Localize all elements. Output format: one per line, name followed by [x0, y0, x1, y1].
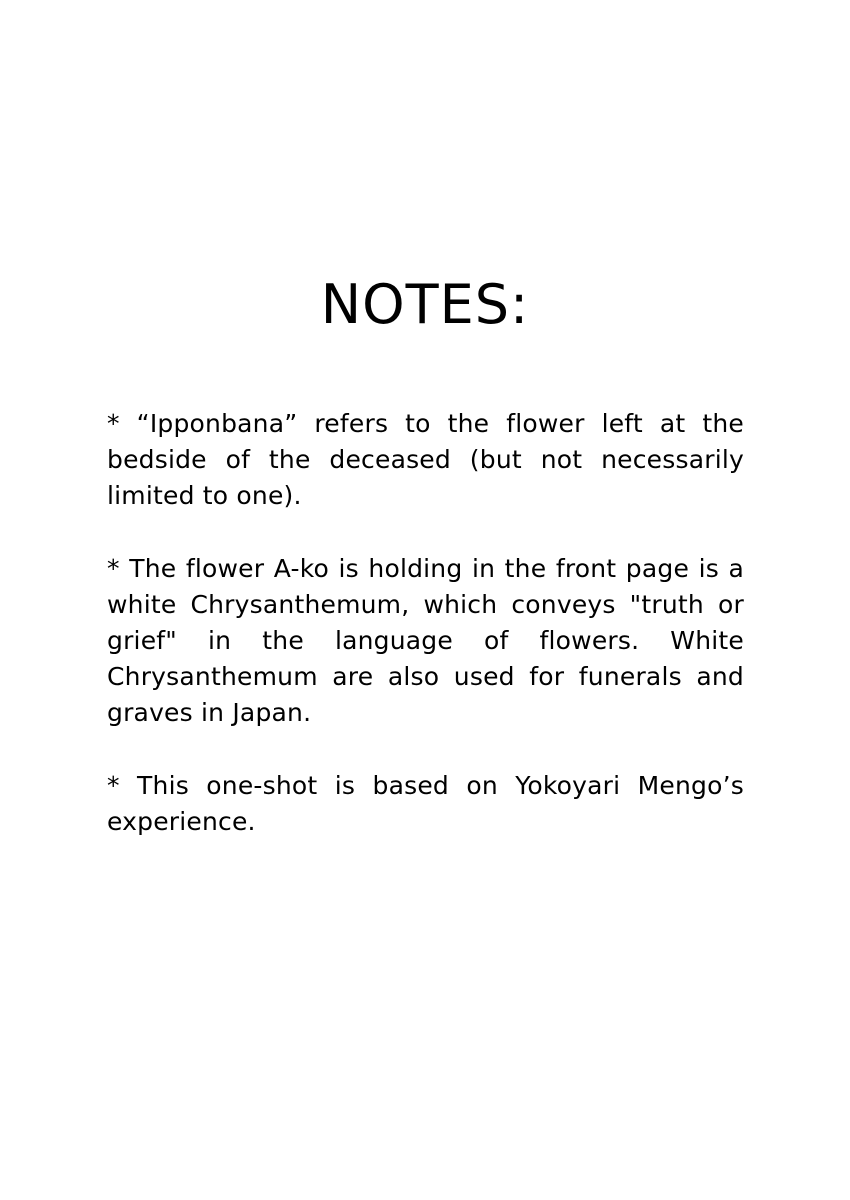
notes-list [107, 406, 744, 877]
note-author-experience: * This one-shot is based on Yokoyari Mengo’s experience. [107, 771, 744, 836]
note-chrysanthemum: * The flower A-ko is holding in the front page is a white Chrysanthemum, which conveys "truth or grief" in the language of flowers. White Chrysanthemum are also used for funerals and graves in Japan. [107, 554, 744, 727]
page-title: NOTES: [320, 273, 530, 336]
note-ipponbana: * “Ipponbana” refers to the flower left at the bedside of the deceased (but not necessarily limited to one). [107, 409, 744, 510]
